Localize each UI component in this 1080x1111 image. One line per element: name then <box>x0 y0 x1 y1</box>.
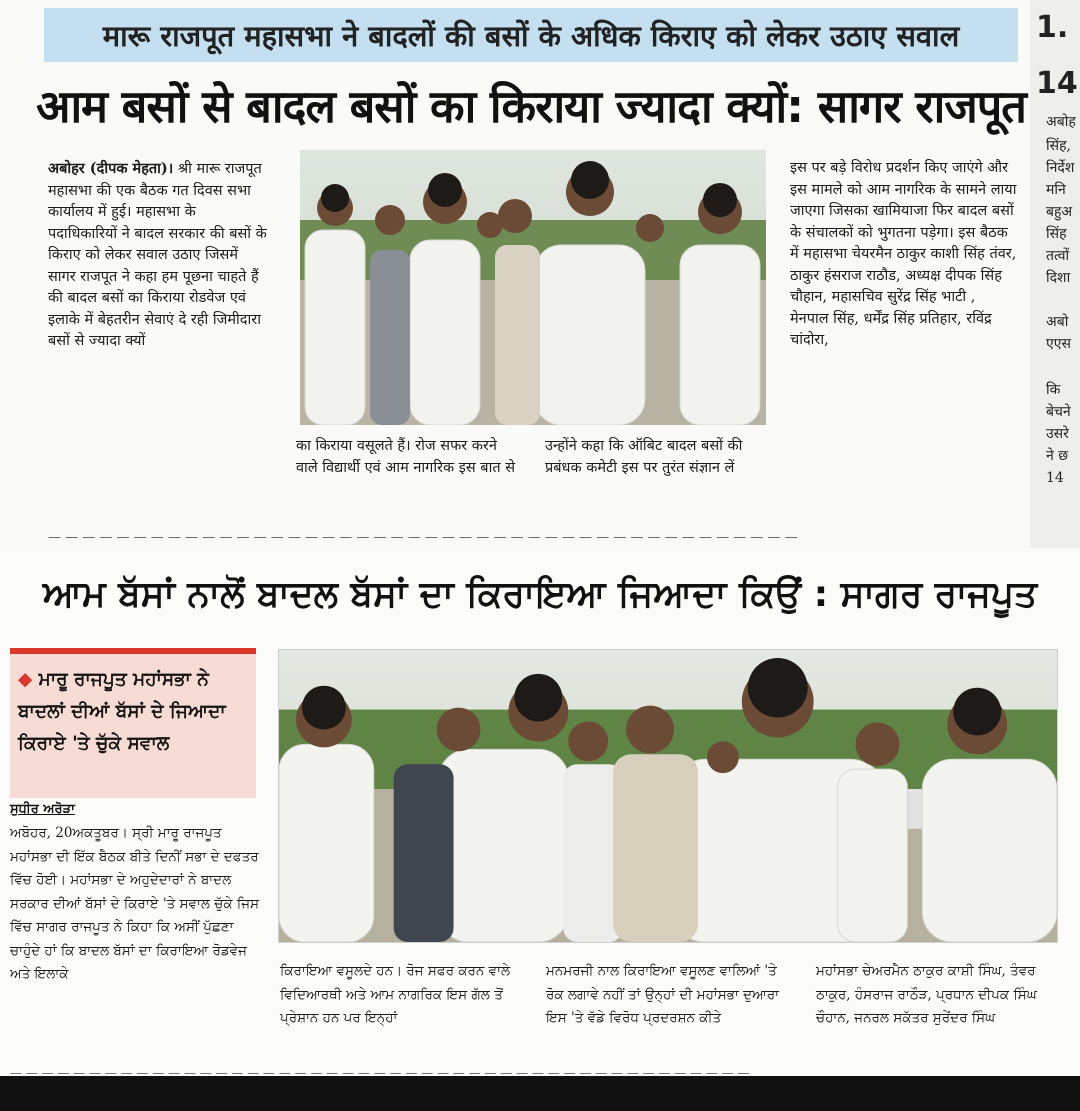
edge-fragment: मनि <box>1046 182 1066 198</box>
hindi-column-1 <box>48 158 268 353</box>
edge-number-2: 14 <box>1036 66 1078 101</box>
cut-off-text-line: — — — — — — — — — — — — — — — — — — — — — — — — — — — — — — — — — — — — — — — — — — — — — — — <box>10 1066 750 1076</box>
punjabi-column-4: ਮਹਾਂਸਭਾ ਚੇਅਰਮੈਨ ਠਾਕੁਰ ਕਾਸ਼ੀ ਸਿੰਘ, ਤੰਵਰ ਠਾਕੁਰ, ਹੰਸਰਾਜ ਰਾਠੌੜ, ਪ੍ਰਧਾਨ ਦੀਪਕ ਸਿੰਘ ਚੌਹਾਨ, ਜਨਰਲ ਸਕੱਤਰ ਸੁਰੇਂਦਰ ਸਿੰਘ <box>816 963 1037 1026</box>
edge-fragment: अबो <box>1046 314 1069 330</box>
punjabi-news-clipping <box>0 548 1080 1076</box>
punjabi-byline: ਸੁਧੀਰ ਅਰੋੜਾ <box>10 802 75 817</box>
hindi-strap-headline: मारू राजपूत महासभा ने बादलों की बसों के अधिक किराए को लेकर उठाए सवाल <box>44 8 1018 62</box>
cut-off-text-line: — — — — — — — — — — — — — — — — — — — — — — — — — — — — — — — — — — — — — — — — — — — — <box>48 530 798 542</box>
punjabi-column-3: ਮਨਮਰਜੀ ਨਾਲ ਕਿਰਾਇਆ ਵਸੂਲਣ ਵਾਲਿਆਂ 'ਤੇ ਰੋਕ ਲਗਾਵੇ ਨਹੀਂ ਤਾਂ ਉਨ੍ਹਾਂ ਦੀ ਮਹਾਂਸਭਾ ਦੁਆਰਾ ਇਸ 'ਤੇ ਵੱਡੇ ਵਿਰੋਧ ਪ੍ਰਦਰਸ਼ਨ ਕੀਤੇ <box>546 963 779 1026</box>
hindi-column-3: उन्होंने कहा कि ऑबिट बादल बसों की प्रबंधक कमेटी इस पर तुरंत संज्ञान लें <box>545 438 743 476</box>
edge-fragment: निर्देश <box>1046 160 1075 176</box>
hindi-main-headline: आम बसों से बादल बसों का किराया ज्यादा क्यों: सागर राजपूत <box>36 79 1026 133</box>
edge-fragment: एएस <box>1046 336 1071 352</box>
edge-fragment: दिशा <box>1046 270 1071 286</box>
punjabi-news-photo <box>278 649 1058 943</box>
group-meeting-photo <box>279 650 1057 942</box>
group-meeting-photo <box>300 150 766 425</box>
edge-fragment: उसरे <box>1046 426 1069 442</box>
hindi-news-photo <box>300 150 766 425</box>
punjabi-highlight-text: ਮਾਰੂ ਰਾਜਪੂਤ ਮਹਾਂਸਭਾ ਨੇ ਬਾਦਲਾਂ ਦੀਆਂ ਬੱਸਾਂ ਦੇ ਜਿਆਦਾ ਕਿਰਾਏ 'ਤੇ ਚੁੱਕੇ ਸਵਾਲ <box>18 669 226 754</box>
hindi-news-clipping <box>0 0 1030 548</box>
punjabi-highlight-box <box>10 648 256 798</box>
bottom-black-band <box>0 1076 1080 1111</box>
bullet-icon: ◆ <box>18 669 39 690</box>
punjabi-main-headline: ਆਮ ਬੱਸਾਂ ਨਾਲੋਂ ਬਾਦਲ ਬੱਸਾਂ ਦਾ ਕਿਰਾਇਆ ਜਿਆਦਾ ਕਿਉਂ : ਸਾਗਰ ਰਾਜਪੂਤ <box>42 574 1038 615</box>
edge-fragment: अबोह <box>1046 114 1076 130</box>
edge-fragment: कि <box>1046 382 1061 398</box>
hindi-column-1-text: श्री मारू राजपूत महासभा की एक बैठक गत दिवस सभा कार्यालय में हुई। महासभा के पदाधिकारियों ने बादल सरकार की बसों के किराए को लेकर सवाल उठाए जिसमें सागर राजपूत ने कहा हम पूछना चाहते हैं की बादल बसों का किराया रोडवेज एवं इलाके में बेहतरीन सेवाएं दे रही जिमीदारा बसों से ज्यादा क्यों <box>48 161 267 349</box>
edge-fragment: बेचने <box>1046 404 1071 420</box>
adjacent-clipping-edge <box>1030 0 1080 548</box>
edge-fragment: तत्वों <box>1046 248 1070 264</box>
punjabi-column-1: ਅਬੋਹਰ, 20ਅਕਤੂਬਰ। ਸ੍ਰੀ ਮਾਰੂ ਰਾਜਪੂਤ ਮਹਾਂਸਭਾ ਦੀ ਇੱਕ ਬੈਠਕ ਬੀਤੇ ਦਿਨੀਂ ਸਭਾ ਦੇ ਦਫਤਰ ਵਿੱਚ ਹੋਈ। ਮਹਾਂਸਭਾ ਦੇ ਅਹੁਦੇਦਾਰਾਂ ਨੇ ਬਾਦਲ ਸਰਕਾਰ ਦੀਆਂ ਬੱਸਾਂ ਦੇ ਕਿਰਾਏ 'ਤੇ ਸਵਾਲ ਚੁੱਕੇ ਜਿਸ ਵਿੱਚ ਸਾਗਰ ਰਾਜਪੂਤ ਨੇ ਕਿਹਾ ਕਿ ਅਸੀਂ ਪੁੱਛਣਾ ਚਾਹੁੰਦੇ ਹਾਂ ਕਿ ਬਾਦਲ ਬੱਸਾਂ ਦਾ ਕਿਰਾਇਆ ਰੋਡਵੇਜ ਅਤੇ ਇਲਾਕੇ <box>10 825 260 982</box>
hindi-dateline: अबोहर (दीपक मेहता)। <box>48 160 174 177</box>
edge-number-1: 1. <box>1036 10 1069 45</box>
edge-fragment: सिंह <box>1046 226 1067 242</box>
punjabi-column-2: ਕਿਰਾਇਆ ਵਸੂਲਦੇ ਹਨ। ਰੋਜ ਸਫਰ ਕਰਨ ਵਾਲੇ ਵਿਦਿਆਰਥੀ ਅਤੇ ਆਮ ਨਾਗਰਿਕ ਇਸ ਗੱਲ ਤੋਂ ਪ੍ਰੇਸ਼ਾਨ ਹਨ ਪਰ ਇਨ੍ਹਾਂ <box>280 963 511 1026</box>
edge-fragment: बहुअ <box>1046 204 1073 220</box>
hindi-column-4: इस पर बड़े विरोध प्रदर्शन किए जाएंगे और इस मामले को आम नागरिक के सामने लाया जाएगा जिसका खामियाजा फिर बादल बसों के संचालकों को भुगतना पड़ेगा। इस बैठक में महासभा चेयरमैन ठाकुर काशी सिंह तंवर, ठाकुर हंसराज राठौड, अध्यक्ष दीपक सिंह चौहान, महासचिव सुरेंद्र सिंह भाटी , मेनपाल सिंह, धर्मेंद्र सिंह प्रतिहार, रविंद्र चांदोरा, <box>790 160 1017 348</box>
edge-fragment: सिंह, <box>1046 138 1071 154</box>
edge-fragment: ने छ <box>1046 448 1069 464</box>
hindi-column-2: का किराया वसूलते हैं। रोज सफर करने वाले विद्यार्थी एवं आम नागरिक इस बात से <box>296 438 516 476</box>
edge-fragment: 14 <box>1046 470 1064 486</box>
